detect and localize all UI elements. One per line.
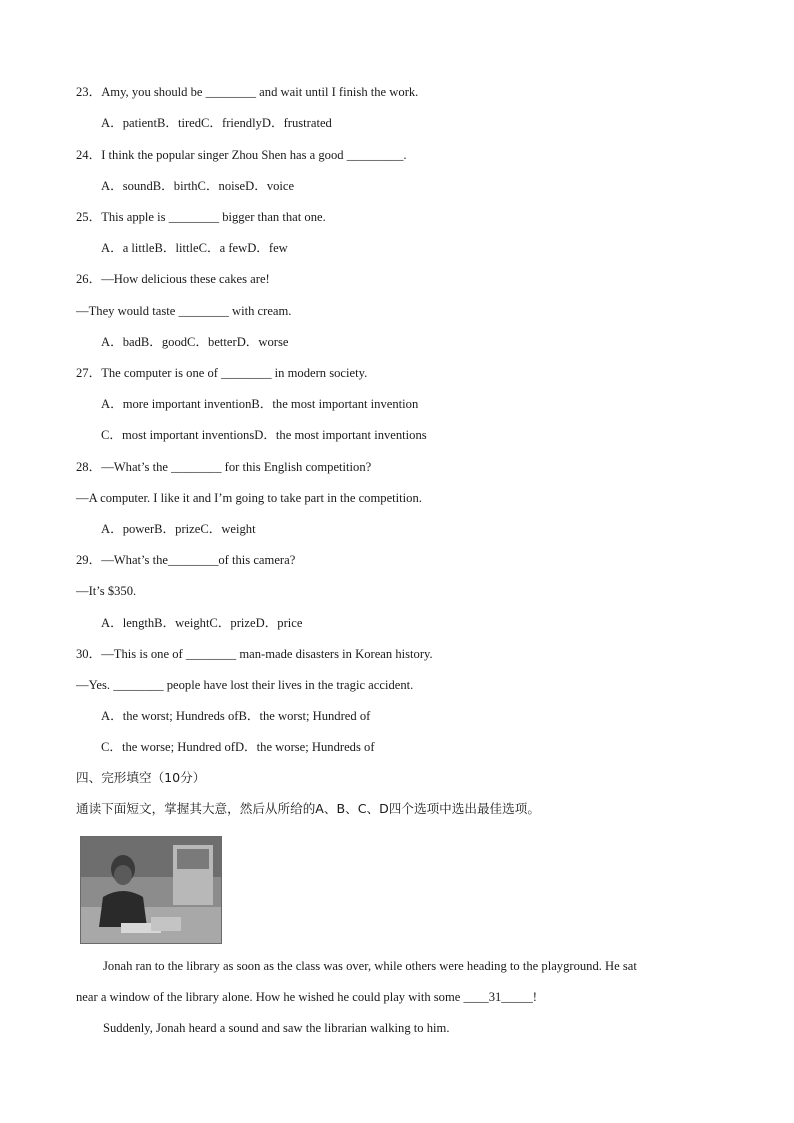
passage-photo	[80, 836, 222, 944]
question-28-options: A．powerB．prizeC．weight	[101, 522, 256, 536]
photo-illustration	[81, 837, 221, 943]
question-29-stem: 29．—What’s the________of this camera?	[76, 553, 296, 567]
question-28-reply: —A computer. I like it and I’m going to take part in the competition.	[76, 491, 422, 505]
question-27-options-ab: A．more important inventionB．the most important invention	[101, 397, 419, 411]
section-instruction: 通读下面短文，掌握其大意，然后从所给的A、B、C、D四个选项中选出最佳选项。	[76, 801, 540, 816]
question-23-stem: 23．Amy, you should be ________ and wait until I finish the work.	[76, 85, 419, 99]
question-26-reply: —They would taste ________ with cream.	[76, 304, 292, 318]
question-30-stem: 30．—This is one of ________ man-made disasters in Korean history.	[76, 647, 433, 661]
section-heading: 四、完形填空（10分）	[76, 770, 206, 785]
question-24-options: A．soundB．birthC．noiseD．voice	[101, 179, 295, 193]
passage-paragraph-1-line-1: Jonah ran to the library as soon as the class was over, while others were heading to the playground. He sat	[103, 959, 637, 973]
question-26-stem: 26．—How delicious these cakes are!	[76, 272, 270, 286]
passage-paragraph-2: Suddenly, Jonah heard a sound and saw the librarian walking to him.	[103, 1021, 450, 1035]
question-25-stem: 25．This apple is ________ bigger than that one.	[76, 210, 326, 224]
question-30-options-ab: A．the worst; Hundreds ofB．the worst; Hundred of	[101, 709, 371, 723]
passage-paragraph-1-line-2: near a window of the library alone. How he wished he could play with some ____31_____!	[76, 990, 537, 1004]
question-29-options: A．lengthB．weightC．prizeD．price	[101, 616, 303, 630]
question-28-stem: 28．—What’s the ________ for this English competition?	[76, 460, 372, 474]
question-25-options: A．a littleB．littleC．a fewD．few	[101, 241, 288, 255]
question-24-stem: 24．I think the popular singer Zhou Shen has a good _________.	[76, 148, 407, 162]
question-27-options-cd: C．most important inventionsD．the most important inventions	[101, 428, 427, 442]
question-26-options: A．badB．goodC．betterD．worse	[101, 335, 289, 349]
question-27-stem: 27．The computer is one of ________ in modern society.	[76, 366, 368, 380]
question-30-reply: —Yes. ________ people have lost their lives in the tragic accident.	[76, 678, 414, 692]
question-29-reply: —It’s $350.	[76, 584, 137, 598]
question-30-options-cd: C．the worse; Hundred ofD．the worse; Hundreds of	[101, 740, 375, 754]
question-23-options: A．patientB．tiredC．friendlyD．frustrated	[101, 116, 332, 130]
